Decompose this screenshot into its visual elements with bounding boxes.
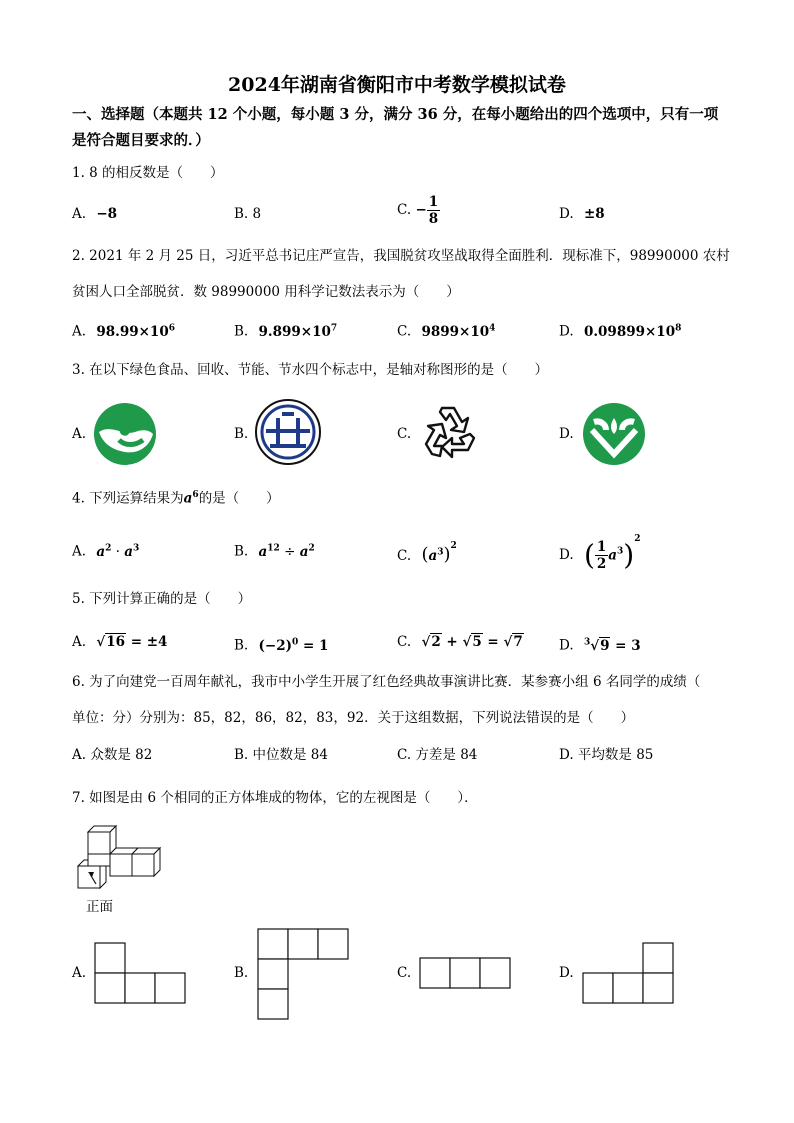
q3-b-label[interactable]: B.	[234, 426, 249, 442]
q6-option-b[interactable]: B. 中位数是 84	[234, 747, 328, 763]
q4-option-d[interactable]	[559, 528, 641, 572]
q4-c-label: C.	[397, 548, 412, 564]
q1-c-num: 1	[428, 194, 439, 210]
q6-stem-line1: 6. 为了向建党一百周年献礼，我市中小学生开展了红色经典故事演讲比赛．某参赛小组 6 名同学的成绩（	[72, 674, 701, 690]
q1-a-value: −8	[96, 206, 118, 222]
q7-option-d-figure	[582, 942, 676, 1004]
q5-option-d[interactable]: D. $^3$√9 = 3	[559, 637, 641, 654]
q5-stem: 5. 下列计算正确的是（ ）	[72, 591, 252, 607]
q2-b-label: B.	[234, 323, 249, 340]
q4-stem-pre: 4. 下列运算结果为	[72, 490, 184, 507]
q2-a-base: 98.99×10	[96, 323, 169, 340]
q4-c-open: (	[421, 544, 429, 565]
q2-option-c[interactable]	[397, 317, 495, 343]
q2-d-base: 0.09899×10	[583, 323, 676, 340]
page-title: 2024年湖南省衡阳市中考数学模拟试卷	[228, 74, 566, 96]
q7-cube-solid-figure	[72, 822, 168, 902]
q6-stem-line2: 单位：分）分别为：85，82，86，82，83，92．关于这组数据，下列说法错误的是（ ）	[72, 710, 635, 726]
q7-option-b-figure	[257, 928, 351, 1020]
q4-option-a[interactable]	[72, 537, 139, 563]
q4-stem-post: 的是（ ）	[198, 490, 280, 507]
q4-a-op: ·	[115, 543, 120, 560]
q4-d-open: (	[583, 538, 595, 572]
q6-option-d[interactable]: D. 平均数是 85	[559, 747, 654, 763]
q4-d-close: )	[623, 538, 635, 572]
q1-c-fraction	[427, 194, 440, 227]
q4-a-e1: 2	[105, 543, 112, 553]
q4-a-t1: a	[96, 543, 106, 560]
q5-b-base: (−2)	[258, 637, 292, 654]
q4-c-t: a	[428, 548, 438, 564]
q2-c-base: 9899×10	[421, 323, 490, 340]
q2-option-d[interactable]	[559, 317, 681, 343]
section-heading: 一、选择题（本题共 12 个小题，每小题 3 分，满分 36 分，在每小题给出的四个选项中，只有一项是符合题目要求的．）	[72, 106, 719, 149]
q1-c-label: C.	[397, 202, 412, 218]
q2-a-label: A.	[72, 323, 87, 340]
q3-d-label[interactable]: D.	[559, 426, 574, 442]
q7-d-label[interactable]: D.	[559, 965, 574, 981]
q6-option-a[interactable]: A. 众数是 82	[72, 747, 153, 763]
q4-option-c[interactable]	[397, 535, 457, 567]
q2-option-b[interactable]	[234, 317, 337, 343]
recycle-logo-icon	[418, 400, 482, 464]
q4-stem-var: a	[183, 490, 193, 507]
q7-stem: 7. 如图是由 6 个相同的正方体堆成的物体，它的左视图是（ ）．	[72, 790, 478, 806]
q1-d-label: D.	[559, 206, 574, 222]
q7-front-label: 正面	[86, 899, 113, 915]
q5-a-rest: = ±4	[126, 634, 168, 650]
q1-stem: 1. 8 的相反数是（ ）	[72, 165, 224, 181]
q1-option-d[interactable]	[559, 203, 605, 225]
q4-d-e: 3	[617, 546, 624, 557]
q2-b-exp: 7	[330, 323, 338, 333]
q3-stem: 3. 在以下绿色食品、回收、节能、节水四个标志中，是轴对称图形的是（ ）	[72, 362, 549, 378]
q5-d-index: 3	[583, 637, 591, 647]
q7-c-label[interactable]: C.	[397, 965, 412, 981]
q2-b-base: 9.899×10	[258, 323, 331, 340]
q4-d-exp: 2	[634, 534, 641, 544]
q2-d-label: D.	[559, 323, 574, 340]
q4-b-t2: a	[299, 543, 309, 560]
q7-a-label[interactable]: A.	[72, 965, 87, 981]
q5-d-label: D.	[559, 637, 574, 654]
q1-d-value: ±8	[583, 206, 605, 222]
q4-d-label: D.	[559, 547, 574, 563]
q6-option-c[interactable]: C. 方差是 84	[397, 747, 478, 763]
q1-c-den: 8	[428, 211, 439, 227]
q1-option-c[interactable]	[397, 194, 440, 227]
q4-b-e2: 2	[308, 543, 315, 553]
q4-b-e1: 12	[267, 543, 280, 553]
q4-a-label: A.	[72, 543, 87, 560]
q4-c-exp: 2	[450, 541, 457, 551]
q1-option-b[interactable]: B. 8	[234, 206, 262, 222]
q1-c-minus: −	[415, 202, 427, 218]
q4-a-e2: 3	[133, 543, 140, 553]
q2-stem-line2: 贫困人口全部脱贫．数 98990000 用科学记数法表示为（ ）	[72, 284, 460, 300]
q4-option-b[interactable]	[234, 537, 315, 563]
q7-option-a-figure	[94, 942, 188, 1004]
q5-b-rest: = 1	[298, 637, 329, 654]
q5-b-exp: 0	[292, 637, 299, 647]
q5-option-b[interactable]	[234, 631, 328, 657]
q4-d-fraction	[595, 539, 608, 572]
q5-option-c[interactable]: C. √2 + √5 = √7	[397, 634, 523, 650]
energy-saving-logo-icon	[254, 398, 322, 466]
q5-b-label: B.	[234, 637, 249, 654]
q4-d-t: a	[608, 547, 618, 564]
q4-stem	[72, 484, 280, 510]
q4-a-t2: a	[124, 543, 133, 560]
q2-a-exp: 6	[168, 323, 175, 333]
q5-c-plus: +	[441, 634, 463, 650]
q1-a-label: A.	[72, 206, 87, 222]
q3-c-label[interactable]: C.	[397, 426, 412, 442]
q2-c-exp: 4	[489, 323, 496, 333]
q7-option-c-figure	[419, 957, 513, 989]
q2-option-a[interactable]	[72, 317, 175, 343]
q4-c-close: )	[443, 544, 451, 565]
q4-d-num: 1	[596, 539, 607, 555]
q5-c-eq: =	[482, 634, 504, 650]
q2-stem-line1: 2. 2021 年 2 月 25 日，习近平总书记庄严宣告，我国脱贫攻坚战取得全面胜利．现标准下，98990000 农村	[72, 248, 730, 264]
q2-d-exp: 8	[675, 323, 682, 333]
q1-option-a[interactable]	[72, 203, 117, 225]
q5-c-r3: 7	[513, 634, 523, 650]
water-saving-logo-icon	[93, 402, 157, 466]
q4-c-e: 3	[437, 547, 444, 558]
q7-b-label[interactable]: B.	[234, 965, 249, 981]
q4-d-den: 2	[596, 556, 607, 572]
q5-d-rest: = 3	[610, 637, 641, 654]
q2-c-label: C.	[397, 323, 412, 340]
q4-b-label: B.	[234, 543, 249, 560]
q5-c-r1: 2	[431, 634, 441, 650]
q4-b-t1: a	[258, 543, 268, 560]
q5-d-radicand: 9	[600, 637, 610, 654]
q3-a-label[interactable]: A.	[72, 426, 87, 442]
q5-c-r2: 5	[472, 634, 482, 650]
green-food-logo-icon	[582, 402, 646, 466]
q5-option-a[interactable]: A. √16 = ±4	[72, 634, 168, 650]
q5-a-radicand: 16	[106, 634, 126, 650]
q4-b-op: ÷	[284, 543, 296, 560]
q5-c-label: C.	[397, 634, 412, 650]
q4-stem-exp: 6	[192, 490, 199, 500]
q5-a-label: A.	[72, 634, 87, 650]
